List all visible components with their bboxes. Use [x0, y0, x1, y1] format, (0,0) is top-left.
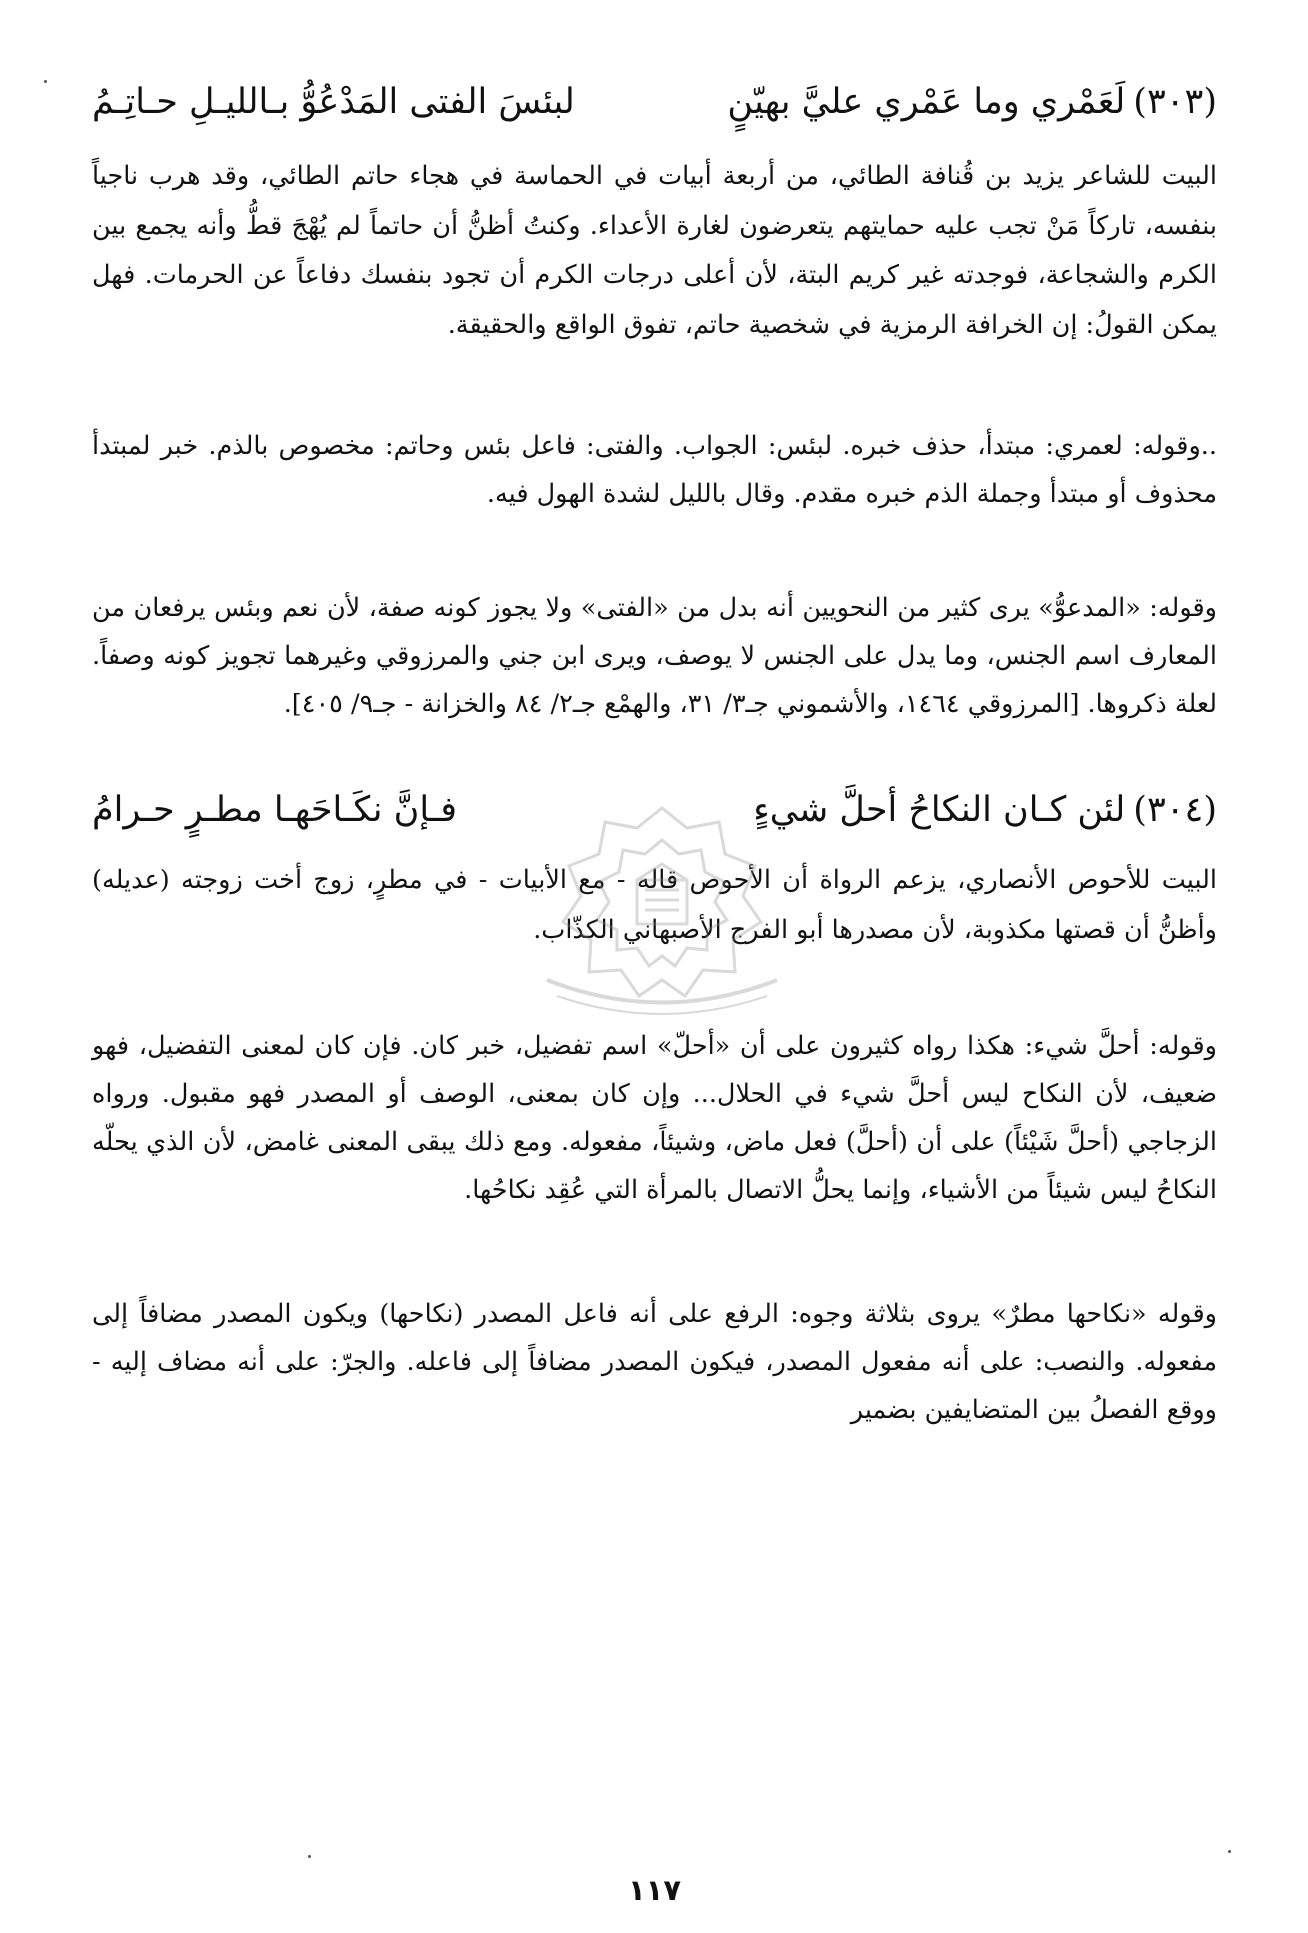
book-page	[92, 0, 1217, 1933]
verse-first-hemistich	[727, 72, 1217, 132]
verse-first-hemistich-text: لَعَمْري وما عَمْري عليَّ بهيّنٍ	[727, 82, 1126, 122]
commentary-paragraph: البيت للشاعر يزيد بن قُنافة الطائي، من أربعة أبيات في الحماسة في هجاء حاتم الطائي، وقد هرب ناجياً بنفسه، تاركاً مَنْ تجب عليه حمايتهم يتعرضون لغارة الأعداء. وكنتُ أظنُّ أن حاتماً لم يُهْجَ قطُّ وأنه يجمع بين الكرم والشجاعة، فوجدته غير كريم البتة، لأن أعلى درجات الكرم أن تجود بنفسك دفاعاً عن الحرمات. فهل يمكن القولُ: إن الخرافة الرمزية في شخصية حاتم، تفوق الواقع والحقيقة.	[92, 161, 1217, 340]
verse-first-hemistich-text: لئن كـان النكاحُ أحلَّ شيءٍ	[753, 790, 1126, 830]
scan-speck	[1228, 1850, 1231, 1853]
commentary-paragraph: البيت للأحوص الأنصاري، يزعم الرواة أن الأحوص قاله - مع الأبيات - في مطرٍ، زوج أخت زوجته (عديله) وأظنُّ أن قصتها مكذوبة، لأن مصدرها أبو الفرج الأصبهاني الكذّاب.	[92, 865, 1217, 945]
commentary-paragraph: ..وقوله: لعمري: مبتدأ، حذف خبره. لبئس: الجواب. والفتى: فاعل بئس وحاتم: مخصوص بالذم. خبر لمبتدأ محذوف أو مبتدأ وجملة الذم خبره مقدم. وقال بالليل لشدة الهول فيه.	[92, 431, 1217, 509]
commentary-paragraph: وقوله: أحلَّ شيء: هكذا رواه كثيرون على أن «أحلّ» اسم تفضيل، خبر كان. فإن كان لمعنى التفضيل، فهو ضعيف، لأن النكاح ليس أحلَّ شيء في الحلال... وإن كان بمعنى، الوصف أو المصدر فهو مقبول. ورواه الزجاجي (أحلَّ شَيْئاً) على أن (أحلَّ) فعل ماض، وشيئاً، مفعوله. ومع ذلك يبقى المعنى غامض، لأن الذي يحلّه النكاحُ ليس شيئاً من الأشياء، وإنما يحلُّ الاتصال بالمرأة التي عُقِد نكاحُها.	[92, 1031, 1217, 1205]
commentary-paragraph: وقوله «نكاحها مطرٌ» يروى بثلاثة وجوه: الرفع على أنه فاعل المصدر (نكاحها) ويكون المصدر مضافاً إلى مفعوله. والنصب: على أنه مفعول المصدر، فيكون المصدر مضافاً إلى فاعله. والجرّ: على أنه مضاف إليه - ووقع الفصلُ بين المتضايفين بضمير	[92, 1299, 1217, 1425]
verse-first-hemistich	[753, 780, 1217, 840]
page-number: ١١٧	[627, 1873, 682, 1907]
verse-number: (٣٠٣)	[1133, 82, 1217, 122]
scan-speck	[308, 1855, 311, 1858]
commentary-paragraph: وقوله: «المدعوُّ» يرى كثير من النحويين أنه بدل من «الفتى» ولا يجوز كونه صفة، لأن نعم وبئس يرفعان من المعارف اسم الجنس، وما يدل على الجنس لا يوصف، ويرى ابن جني والمرزوقي وغيرهما تجويز كونه وصفاً. لعلة ذكروها. [المرزوقي ١٤٦٤، والأشموني جـ٣/ ٣١، والهمْع جـ٢/ ٨٤ والخزانة - جـ٩/ ٤٠٥].	[92, 593, 1217, 719]
verse-303	[92, 72, 1217, 132]
verse-304	[92, 780, 1217, 840]
verse-second-hemistich: فـإنَّ نكَـاحَهـا مطـرٍ حـرامُ	[92, 790, 458, 830]
scan-speck	[44, 80, 47, 83]
verse-second-hemistich: لبئسَ الفتى المَدْعُوُّ بـالليـلِ حـاتِـمُ	[92, 82, 575, 122]
verse-number: (٣٠٤)	[1133, 790, 1217, 830]
